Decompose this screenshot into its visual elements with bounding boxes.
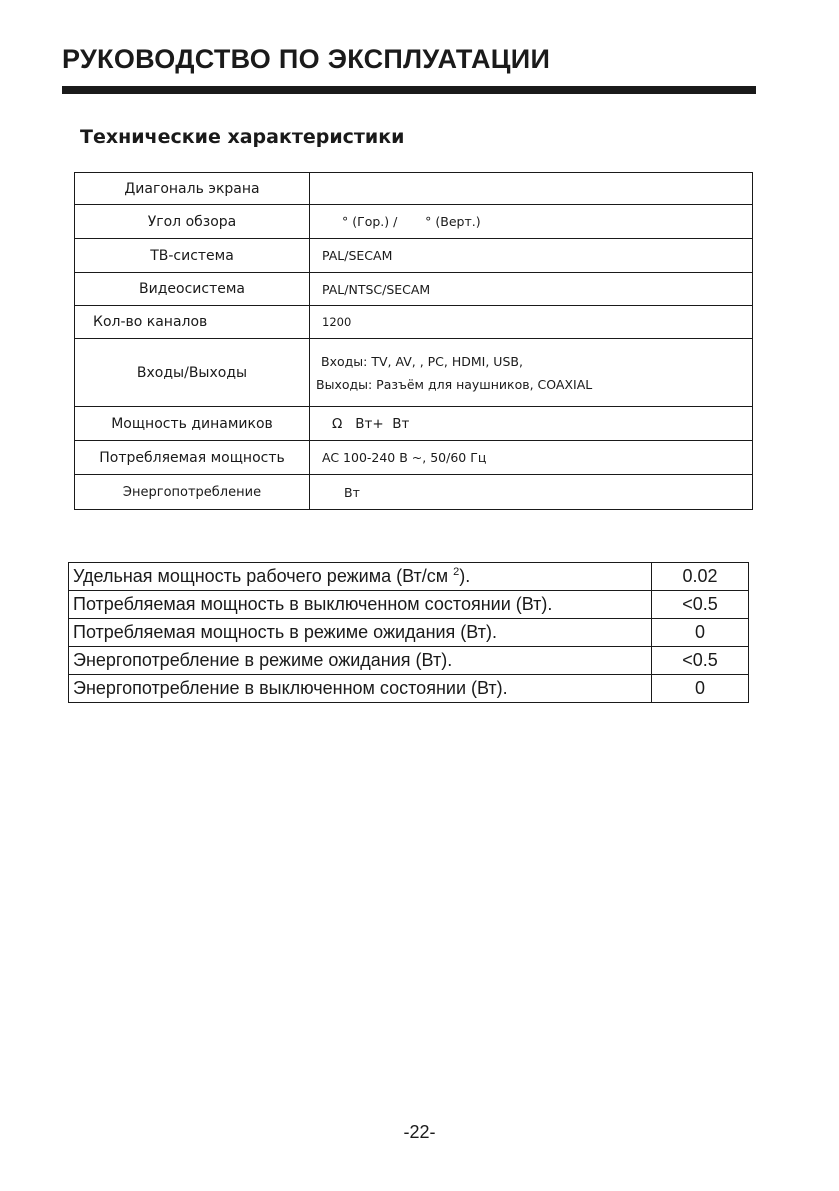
outputs-text: Выходы: Разъём для наушников, COAXIAL — [316, 376, 593, 392]
spec-label: ТВ-система — [75, 239, 310, 273]
power-desc-suffix: ). — [459, 566, 471, 586]
spec-label: Видеосистема — [75, 273, 310, 306]
power-value: 0 — [652, 675, 749, 703]
power-value: 0.02 — [652, 563, 749, 591]
spec-value: Вт — [310, 475, 753, 510]
section-title: Технические характеристики — [80, 126, 405, 148]
power-value: <0.5 — [652, 647, 749, 675]
power-desc-text: Удельная мощность рабочего режима (Вт/см — [73, 566, 449, 586]
table-row — [75, 306, 753, 339]
spec-label: Угол обзора — [75, 205, 310, 239]
power-value: <0.5 — [652, 591, 749, 619]
table-row — [75, 173, 753, 205]
spec-value: PAL/SECAM — [310, 239, 753, 273]
table-row — [75, 239, 753, 273]
spec-label: Кол-во каналов — [75, 306, 310, 339]
table-row — [69, 647, 749, 675]
power-desc: Энергопотребление в режиме ожидания (Вт). — [69, 647, 652, 675]
spec-value — [310, 339, 753, 407]
inputs-text: Входы: TV, AV, , PC, HDMI, USB, — [321, 353, 523, 369]
spec-value: PAL/NTSC/SECAM — [310, 273, 753, 306]
spec-value: ° (Гор.) / ° (Верт.) — [310, 205, 753, 239]
spec-label: Энергопотребление — [75, 475, 310, 510]
power-value: 0 — [652, 619, 749, 647]
table-row — [69, 591, 749, 619]
spec-table — [74, 172, 753, 510]
spec-label: Входы/Выходы — [75, 339, 310, 407]
table-row — [75, 205, 753, 239]
spec-value: Ω Вт+ Вт — [310, 407, 753, 441]
power-desc: Энергопотребление в выключенном состоянии (Вт). — [69, 675, 652, 703]
spec-label: Мощность динамиков — [75, 407, 310, 441]
table-row — [75, 441, 753, 475]
table-row — [69, 619, 749, 647]
power-table — [68, 562, 749, 703]
spec-value: 1200 — [310, 306, 753, 339]
page-number: -22- — [403, 1122, 436, 1142]
table-row — [75, 339, 753, 407]
spec-label: Потребляемая мощность — [75, 441, 310, 475]
title-underline — [62, 86, 756, 94]
table-row — [69, 675, 749, 703]
spec-label: Диагональ экрана — [75, 173, 310, 205]
table-row — [69, 563, 749, 591]
power-desc: Потребляемая мощность в режиме ожидания (Вт). — [69, 619, 652, 647]
table-row — [75, 407, 753, 441]
spec-value: AC 100-240 В ~, 50/60 Гц — [310, 441, 753, 475]
page-title: РУКОВОДСТВО ПО ЭКСПЛУАТАЦИИ — [62, 44, 551, 74]
power-desc: Потребляемая мощность в выключенном состоянии (Вт). — [69, 591, 652, 619]
table-row — [75, 273, 753, 306]
table-row — [75, 475, 753, 510]
superscript: 2 — [453, 566, 460, 578]
power-desc — [69, 563, 652, 591]
spec-value — [310, 173, 753, 205]
